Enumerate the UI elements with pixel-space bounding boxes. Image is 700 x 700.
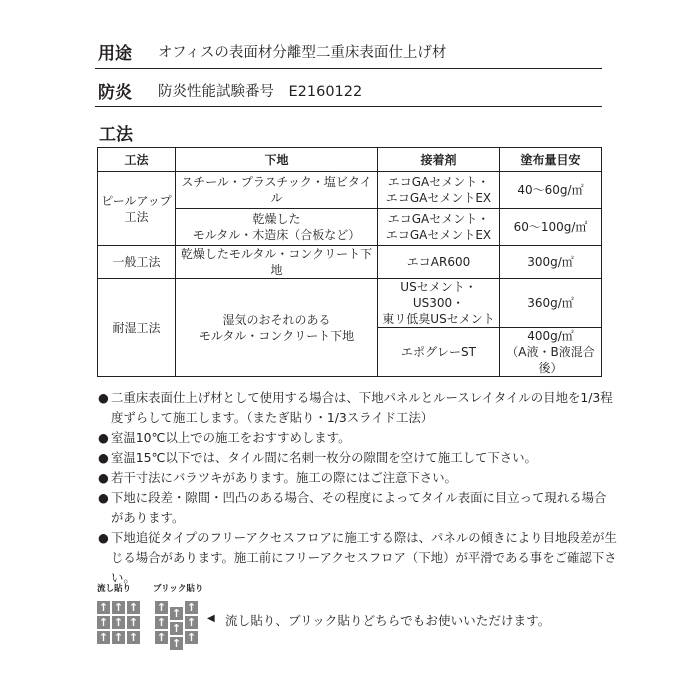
arrow-up-icon: ↑ (171, 607, 182, 620)
list-item (98, 388, 618, 428)
list-item (98, 448, 618, 468)
cell-adhesive: エコAR600 (378, 246, 500, 279)
note-text: 下地に段差・隙間・凹凸のある場合、その程度によってタイル表面に目立って現れる場合があります。 (111, 490, 607, 525)
bullet-icon: ● (98, 470, 109, 485)
cell-amount: 40〜60g/㎡ (500, 172, 602, 209)
method-general: 一般工法 (98, 246, 176, 279)
notes-list (98, 388, 618, 588)
divider (95, 106, 602, 107)
cell-amount: 400g/㎡ （A液・B液混合後） (500, 328, 602, 377)
arrow-up-icon: ↑ (128, 601, 139, 614)
cell-amount: 360g/㎡ (500, 279, 602, 328)
arrow-up-icon: ↑ (113, 631, 124, 644)
cell-adhesive: エポグレーST (378, 328, 500, 377)
usage-value: オフィスの表面材分離型二重床表面仕上げ材 (158, 45, 447, 61)
cell-adhesive: エコGAセメント・ エコGAセメントEX (378, 172, 500, 209)
header-adhesive: 接着剤 (378, 148, 500, 172)
header-base: 下地 (176, 148, 378, 172)
cell-base: 乾燥した モルタル・木造床（合板など） (176, 209, 378, 246)
arrow-up-icon: ↑ (156, 601, 167, 614)
method-title: 工法 (99, 125, 133, 145)
fire-value: 防炎性能試験番号 E2160122 (158, 84, 363, 100)
header-method: 工法 (98, 148, 176, 172)
arrow-up-icon: ↑ (113, 616, 124, 629)
cell-amount: 60〜100g/㎡ (500, 209, 602, 246)
arrow-up-icon: ↑ (171, 622, 182, 635)
arrow-up-icon: ↑ (156, 631, 167, 644)
pointer-icon: ◀ (207, 613, 215, 624)
fire-label: 防炎 (98, 83, 132, 103)
divider (95, 68, 602, 69)
note-text: 室温10℃以上での施工をおすすめします。 (111, 430, 351, 445)
arrow-up-icon: ↑ (186, 601, 197, 614)
arrow-up-icon: ↑ (156, 616, 167, 629)
arrow-up-icon: ↑ (128, 631, 139, 644)
table-row (98, 279, 602, 328)
straight-layout-label: 流し貼り (97, 584, 132, 594)
method-table (97, 147, 602, 377)
cell-base: スチール・プラスチック・塩ビタイル (176, 172, 378, 209)
layout-description: 流し貼り、ブリック貼りどちらでもお使いいただけます。 (225, 613, 551, 628)
arrow-up-icon: ↑ (128, 616, 139, 629)
arrow-up-icon: ↑ (98, 601, 109, 614)
arrow-up-icon: ↑ (98, 631, 109, 644)
cell-adhesive: エコGAセメント・ エコGAセメントEX (378, 209, 500, 246)
arrow-up-icon: ↑ (171, 637, 182, 650)
list-item (98, 528, 618, 588)
brick-layout-label: ブリック貼り (153, 584, 204, 594)
cell-base: 乾燥したモルタル・コンクリート下地 (176, 246, 378, 279)
bullet-icon: ● (98, 490, 109, 505)
note-text: 室温15℃以下では、タイル間に名刺一枚分の隙間を空けて施工して下さい。 (111, 450, 537, 465)
note-text: 下地追従タイプのフリーアクセスフロアに施工する際は、パネルの傾きにより目地段差が生じる場合があります。施工前にフリーアクセスフロア（下地）が平滑である事をご確認下さい。 (111, 530, 617, 585)
note-text: 若干寸法にバラツキがあります。施工の際にはご注意下さい。 (111, 470, 457, 485)
table-header-row (98, 148, 602, 172)
bullet-icon: ● (98, 450, 109, 465)
arrow-up-icon: ↑ (113, 601, 124, 614)
list-item (98, 468, 618, 488)
list-item (98, 428, 618, 448)
arrow-up-icon: ↑ (186, 616, 197, 629)
table-row (98, 246, 602, 279)
usage-label: 用途 (98, 44, 132, 64)
arrow-up-icon: ↑ (98, 616, 109, 629)
list-item (98, 488, 618, 528)
cell-base: 湿気のおそれのある モルタル・コンクリート下地 (176, 279, 378, 377)
cell-amount: 300g/㎡ (500, 246, 602, 279)
note-text: 二重床表面仕上げ材として使用する場合は、下地パネルとルースレイタイルの目地を1/3程度ずらして施工します。（またぎ貼り・1/3スライド工法） (111, 390, 613, 425)
arrow-up-icon: ↑ (186, 631, 197, 644)
bullet-icon: ● (98, 530, 109, 545)
cell-adhesive: USセメント・US300・ 東リ低臭USセメント (378, 279, 500, 328)
bullet-icon: ● (98, 430, 109, 445)
method-moisture: 耐湿工法 (98, 279, 176, 377)
header-amount: 塗布量目安 (500, 148, 602, 172)
bullet-icon: ● (98, 390, 109, 405)
table-row (98, 172, 602, 209)
method-peel: ピールアップ 工法 (98, 172, 176, 246)
